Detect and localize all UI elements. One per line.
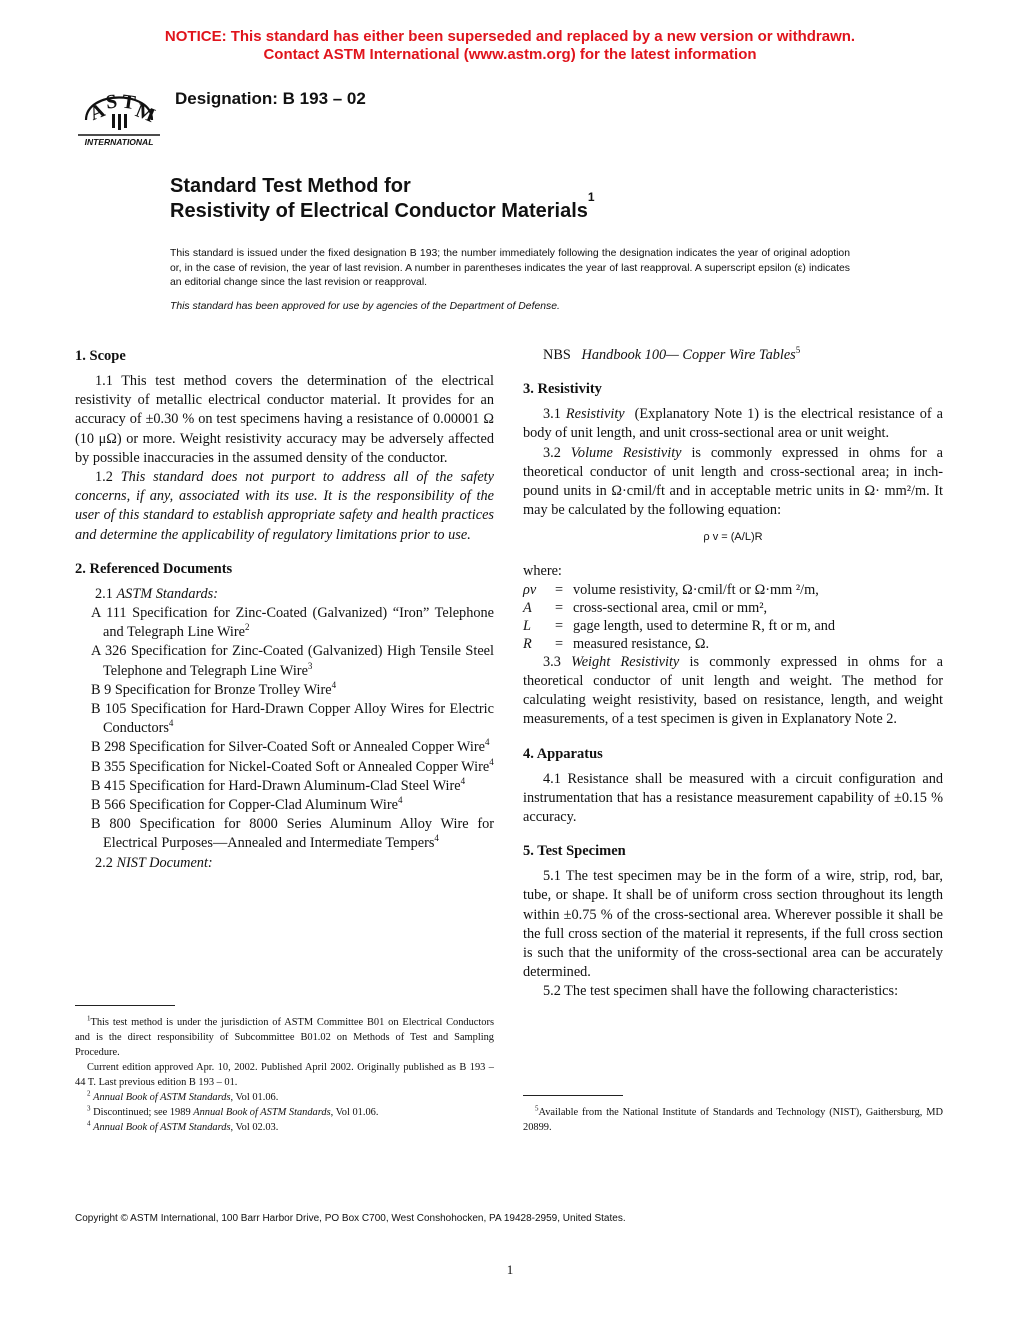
footnote-4: $^4$ Annual Book of ASTM Standards, Vol 02.03.: [87, 1119, 279, 1133]
notice-line-1: NOTICE: This standard has either been superseded and replaced by a new version or withdrawn.: [164, 28, 856, 45]
volume-resistivity-equation: ρ v = (A/L)R: [703, 531, 763, 544]
variable-definitions: [523, 581, 835, 653]
reference-item: B 566 Specification for Copper-Clad Aluminum Wire$^4$: [91, 795, 403, 814]
left-column: [75, 346, 494, 873]
footnote-5: $^5$Available from the National Institute of Standards and Technology (NIST), Gaithersburg, MD 20899.: [523, 1104, 943, 1133]
logo-international-text: INTERNATIONAL: [84, 137, 154, 147]
footnote-3: $^3$ Discontinued; see 1989 Annual Book of ASTM Standards, Vol 01.06.: [87, 1104, 379, 1118]
reference-item: B 9 Specification for Bronze Trolley Wire$^4$: [91, 680, 337, 698]
logo-letter-m: M: [132, 99, 159, 128]
section-heading-scope: 1. Scope: [75, 348, 126, 364]
title-line-1: Standard Test Method for: [170, 175, 411, 197]
reference-item: B 105 Specification for Hard-Drawn Copper Alloy Wires for Electric Conductors$^4$: [91, 701, 494, 737]
reference-item: B 355 Specification for Nickel-Coated Soft or Annealed Copper Wire$^4$: [91, 756, 494, 775]
issuance-note: This standard is issued under the fixed designation B 193; the number immediately following the designation indicates the year of original adoption or, in the case of revision, the year of last revision. A number in parentheses indicates the year of last reapproval. A superscript epsilon (ε) indicates an editorial change since the last revision or reapproval.: [170, 248, 850, 288]
logo-letter-t: T: [120, 90, 137, 115]
astm-logo: [76, 78, 162, 148]
reference-item: B 415 Specification for Hard-Drawn Aluminum-Clad Steel Wire$^4$: [91, 776, 466, 794]
copyright-line: Copyright © ASTM International, 100 Barr Harbor Drive, PO Box C700, West Conshohocken, PA 19428-2959, United States.: [75, 1213, 626, 1224]
section-heading-test-specimen: 5. Test Specimen: [523, 843, 626, 860]
paragraph-3-2: 3.2 Volume Resistivity is commonly expressed in ohms for a theoretical conductor of unit length and cross-sectional area; in inch-pound units in Ω·cmil/ft and in acceptable metric units in Ω· mm²/m. It may be calculated by the following equation:: [523, 444, 944, 519]
definition-row: L = gage length, used to determine R, ft or m, and: [523, 617, 836, 634]
paragraph-4-1: 4.1 Resistance shall be measured with a circuit configuration and instrumentation that has a resistance measurement capability of ±0.15 % accuracy.: [523, 770, 943, 826]
page-number: 1: [506, 1262, 514, 1277]
section-heading-referenced-documents: 2. Referenced Documents: [75, 560, 233, 577]
paragraph-5-2: 5.2 The test specimen shall have the following characteristics:: [543, 983, 899, 1000]
reference-item: B 800 Specification for 8000 Series Aluminum Alloy Wire for Electrical Purposes—Annealed and Intermediate Tempers$^4$: [91, 816, 494, 852]
title-footnote-ref: 1: [587, 190, 595, 204]
designation: Designation: B 193 – 02: [175, 89, 366, 108]
document-title: [170, 174, 595, 224]
title-line-2: Resistivity of Electrical Conductor Materials$^1$: [170, 190, 595, 222]
paragraph-3-3: 3.3 Weight Resistivity is commonly expressed in ohms for a theoretical conductor of unit length and weight. The method for calculating weight resistivity, based on resistance, length, and weight measurements, of a test specimen is given in Explanatory Note 2.: [523, 653, 944, 728]
definition-row: R = measured resistance, Ω.: [523, 635, 710, 652]
dod-approval-note: This standard has been approved for use by agencies of the Department of Defense.: [170, 301, 560, 312]
subsection-nist-document: 2.2 NIST Document:: [95, 854, 213, 871]
subsection-astm-standards: 2.1 ASTM Standards:: [95, 585, 218, 602]
section-heading-apparatus: 4. Apparatus: [523, 745, 603, 762]
logo-letter-s: S: [104, 90, 119, 114]
footnotes-right: [523, 1105, 943, 1135]
definition-row: ρv = volume resistivity, Ω·cmil/ft or Ω·mm ²/m,: [523, 581, 819, 598]
definition-row: A = cross-sectional area, cmil or mm²,: [523, 599, 768, 616]
footnote-1-edition: Current edition approved Apr. 10, 2002. Published April 2002. Originally published as B 193 – 44 T. Last previous edition B 193 – 01.: [75, 1062, 494, 1088]
paragraph-3-1: 3.1 Resistivity (Explanatory Note 1) is the electrical resistance of a body of unit length, and unit cross-sectional area or unit weight.: [523, 406, 944, 442]
reference-item: A 111 Specification for Zinc-Coated (Galvanized) “Iron” Telephone and Telegraph Line Wire$^2$: [91, 605, 494, 641]
paragraph-5-1: 5.1 The test specimen may be in the form of a wire, strip, rod, bar, tube, or shape. It shall be of uniform cross section throughout its length within ±0.75 % of the cross-sectional area. Wherever possible it shall be the full cross section of the material it represents, if the full cross section is such that the uniformity of the cross-sectional area can be accurately determined.: [523, 868, 943, 981]
paragraph-1-2: 1.2 This standard does not purport to address all of the safety concerns, if any, associated with its use. It is the responsibility of the user of this standard to establish appropriate safety and health practices and determine the applicability of regulatory limitations prior to use.: [75, 469, 494, 543]
section-heading-resistivity: 3. Resistivity: [523, 381, 602, 398]
where-label: where:: [523, 562, 562, 579]
paragraph-1-1: 1.1 This test method covers the determination of the electrical resistivity of metallic electrical conductor material. It provides for an accuracy of ±0.30 % on test specimens having a resistance of 0.00001 Ω (10 μΩ) or more. Weight resistivity accuracy may be adversely affected by possible inaccuracies in the assumed density of the conductor.: [75, 373, 494, 466]
reference-item: B 298 Specification for Silver-Coated Soft or Annealed Copper Wire$^4$: [91, 737, 490, 756]
superseded-notice: [0, 28, 1020, 64]
reference-item: A 326 Specification for Zinc-Coated (Galvanized) High Tensile Steel Telephone and Telegraph Line Wire$^3$: [91, 643, 494, 679]
nbs-handbook-reference: NBS Handbook 100— Copper Wire Tables$^5$: [543, 345, 801, 363]
footnotes-left: [75, 1015, 494, 1135]
footnote-1: $^1$This test method is under the jurisdiction of ASTM Committee B01 on Electrical Conductors and is the direct responsibility of Subcommittee B01.02 on Methods of Test and Sampling Procedure.: [75, 1014, 494, 1058]
reference-list: [75, 604, 494, 854]
logo-letter-a: A: [86, 99, 109, 126]
notice-line-2: Contact ASTM International (www.astm.org) for the latest information: [263, 46, 757, 63]
footnote-2: $^2$ Annual Book of ASTM Standards, Vol 01.06.: [87, 1089, 279, 1103]
right-column: [523, 346, 943, 1002]
